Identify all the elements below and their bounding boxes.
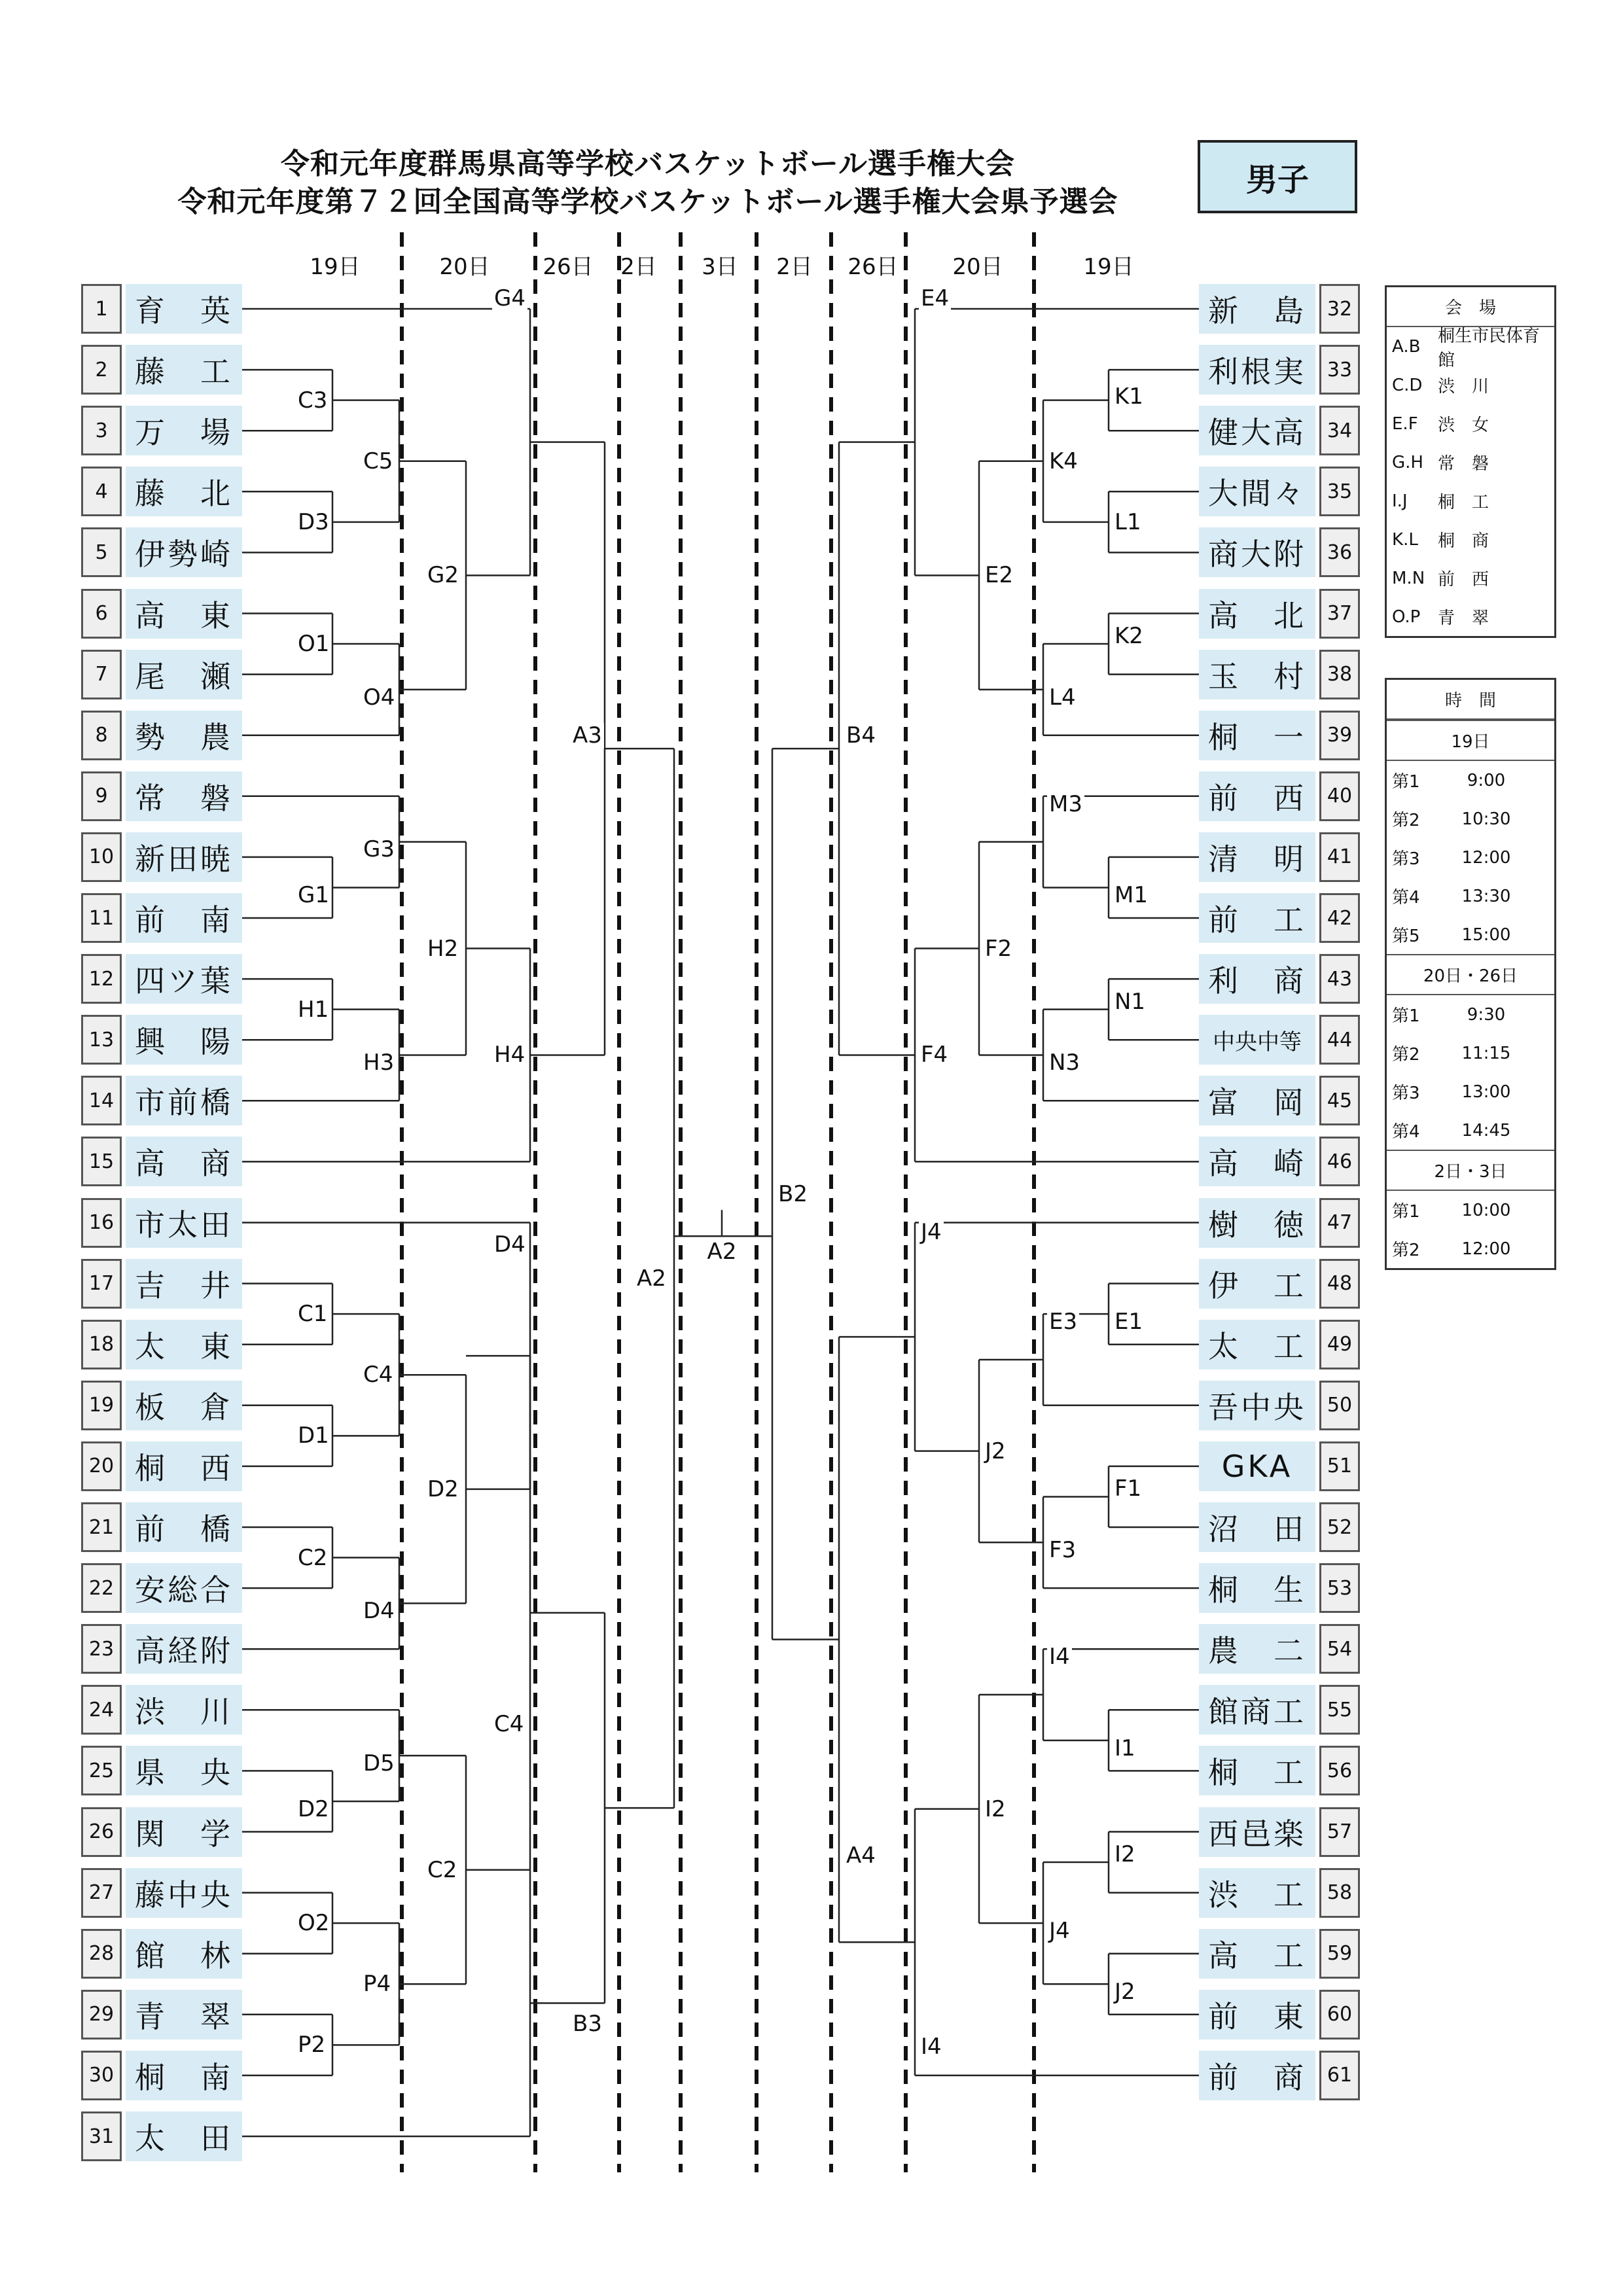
day-header: 19日 bbox=[1083, 254, 1134, 280]
team-number: 2 bbox=[81, 345, 122, 395]
match-label: L4 bbox=[1047, 685, 1078, 710]
venue-court: I.J bbox=[1392, 491, 1408, 511]
team-name: 沼 田 bbox=[1199, 1502, 1315, 1552]
schedule-row bbox=[1387, 995, 1554, 1034]
team-number: 23 bbox=[81, 1624, 122, 1674]
venue-header: 会 場 bbox=[1387, 287, 1554, 327]
match-label: O1 bbox=[296, 631, 331, 656]
match-label: L1 bbox=[1113, 510, 1143, 535]
match-label: E4 bbox=[919, 286, 951, 311]
team-number: 45 bbox=[1319, 1076, 1360, 1125]
match-label: A3 bbox=[571, 723, 604, 748]
team-number: 25 bbox=[81, 1746, 122, 1795]
team-name: 富 岡 bbox=[1199, 1076, 1315, 1125]
match-label: D2 bbox=[296, 1797, 331, 1822]
venue-row bbox=[1387, 404, 1554, 443]
venue-row bbox=[1387, 597, 1554, 636]
team-number: 19 bbox=[81, 1381, 122, 1430]
schedule-time: 12:00 bbox=[1461, 847, 1511, 868]
match-label: H4 bbox=[492, 1042, 527, 1067]
team-name: 板 倉 bbox=[126, 1381, 242, 1430]
match-label: N3 bbox=[1047, 1050, 1082, 1075]
team-name: 前 工 bbox=[1199, 893, 1315, 943]
match-label: C2 bbox=[296, 1545, 329, 1570]
venue-court: A.B bbox=[1392, 336, 1421, 357]
match-label: A4 bbox=[844, 1843, 878, 1868]
team-name: 高 工 bbox=[1199, 1929, 1315, 1979]
team-number: 4 bbox=[81, 467, 122, 516]
team-number: 51 bbox=[1319, 1441, 1360, 1491]
team-name: 伊 工 bbox=[1199, 1259, 1315, 1309]
team-number: 6 bbox=[81, 589, 122, 639]
venue-name: 桐 商 bbox=[1438, 531, 1489, 551]
venue-court: E.F bbox=[1392, 414, 1418, 434]
team-number: 58 bbox=[1319, 1868, 1360, 1918]
match-label: C5 bbox=[361, 449, 395, 474]
venue-name: 桐 工 bbox=[1438, 493, 1489, 512]
team-number: 11 bbox=[81, 893, 122, 943]
match-label: O4 bbox=[361, 685, 397, 710]
schedule-row bbox=[1387, 915, 1554, 954]
match-label: F4 bbox=[919, 1042, 950, 1067]
team-name: 青 翠 bbox=[126, 1990, 242, 2040]
team-number: 29 bbox=[81, 1990, 122, 2040]
match-label: H1 bbox=[296, 997, 330, 1022]
team-name: 商大附 bbox=[1199, 527, 1315, 577]
team-name: 桐 生 bbox=[1199, 1563, 1315, 1613]
team-name: 農 二 bbox=[1199, 1624, 1315, 1674]
team-number: 32 bbox=[1319, 284, 1360, 334]
team-number: 36 bbox=[1319, 527, 1360, 577]
team-name: 利 商 bbox=[1199, 954, 1315, 1004]
match-label: D5 bbox=[361, 1751, 397, 1776]
team-name: 藤 工 bbox=[126, 345, 242, 395]
team-name: 樹 徳 bbox=[1199, 1198, 1315, 1248]
team-number: 33 bbox=[1319, 345, 1360, 395]
team-name: 吉 井 bbox=[126, 1259, 242, 1309]
team-number: 47 bbox=[1319, 1198, 1360, 1248]
schedule-slot: 第5 bbox=[1392, 927, 1420, 946]
team-name: 太 田 bbox=[126, 2111, 242, 2161]
schedule-day: 20日・26日 bbox=[1387, 954, 1554, 995]
team-name: 藤中央 bbox=[126, 1868, 242, 1918]
venue-court: O.P bbox=[1392, 607, 1421, 627]
team-name: 関 学 bbox=[126, 1807, 242, 1857]
match-label: I4 bbox=[1047, 1644, 1072, 1669]
schedule-time: 10:30 bbox=[1461, 809, 1511, 829]
team-name: 渋 川 bbox=[126, 1685, 242, 1735]
team-name: 高 商 bbox=[126, 1137, 242, 1186]
team-name: 市太田 bbox=[126, 1198, 242, 1248]
schedule-row bbox=[1387, 838, 1554, 877]
team-name: 前 商 bbox=[1199, 2051, 1315, 2100]
team-number: 41 bbox=[1319, 832, 1360, 882]
venue-table bbox=[1385, 285, 1556, 638]
team-number: 14 bbox=[81, 1076, 122, 1125]
team-number: 35 bbox=[1319, 467, 1360, 516]
team-number: 53 bbox=[1319, 1563, 1360, 1613]
venue-name: 前 西 bbox=[1438, 570, 1489, 590]
team-number: 22 bbox=[81, 1563, 122, 1613]
team-name: 常 磐 bbox=[126, 771, 242, 821]
team-name: 高 崎 bbox=[1199, 1137, 1315, 1186]
schedule-slot: 第2 bbox=[1392, 1241, 1420, 1260]
match-label: O2 bbox=[296, 1911, 331, 1935]
team-name: 館 林 bbox=[126, 1929, 242, 1979]
team-name: GKA bbox=[1199, 1441, 1315, 1491]
team-number: 1 bbox=[81, 284, 122, 334]
schedule-row bbox=[1387, 1034, 1554, 1072]
venue-court: C.D bbox=[1392, 375, 1423, 395]
schedule-slot: 第3 bbox=[1392, 1084, 1420, 1103]
team-number: 10 bbox=[81, 832, 122, 882]
team-number: 56 bbox=[1319, 1746, 1360, 1795]
team-number: 3 bbox=[81, 406, 122, 455]
team-number: 31 bbox=[81, 2111, 122, 2161]
team-number: 43 bbox=[1319, 954, 1360, 1004]
venue-row bbox=[1387, 559, 1554, 597]
match-label: D4 bbox=[361, 1598, 397, 1623]
match-label: D3 bbox=[296, 510, 331, 535]
schedule-time: 10:00 bbox=[1461, 1200, 1511, 1220]
team-name: 新 島 bbox=[1199, 284, 1315, 334]
match-label: B2 bbox=[776, 1182, 810, 1207]
match-label: J4 bbox=[1047, 1918, 1072, 1943]
match-label: C4 bbox=[361, 1362, 395, 1387]
match-label: P4 bbox=[361, 1971, 393, 1996]
match-label: K1 bbox=[1113, 384, 1145, 409]
schedule-row bbox=[1387, 1072, 1554, 1111]
team-number: 40 bbox=[1319, 771, 1360, 821]
team-name: 前 西 bbox=[1199, 771, 1315, 821]
venue-name: 渋 女 bbox=[1438, 415, 1489, 435]
schedule-header: 時 間 bbox=[1387, 680, 1554, 720]
match-label: E3 bbox=[1047, 1309, 1079, 1334]
schedule-day: 2日・3日 bbox=[1387, 1150, 1554, 1191]
team-number: 30 bbox=[81, 2051, 122, 2100]
match-label: C4 bbox=[492, 1712, 526, 1737]
day-header: 3日 bbox=[702, 254, 738, 280]
team-name: 新田暁 bbox=[126, 832, 242, 882]
team-name: 万 場 bbox=[126, 406, 242, 455]
schedule-time: 13:00 bbox=[1461, 1082, 1511, 1102]
schedule-slot: 第4 bbox=[1392, 1122, 1420, 1142]
schedule-row bbox=[1387, 877, 1554, 915]
match-label: B4 bbox=[844, 723, 878, 748]
team-number: 21 bbox=[81, 1502, 122, 1552]
venue-court: K.L bbox=[1392, 529, 1418, 550]
match-label: C1 bbox=[296, 1301, 329, 1326]
match-label: C3 bbox=[296, 388, 329, 413]
team-number: 16 bbox=[81, 1198, 122, 1248]
team-number: 54 bbox=[1319, 1624, 1360, 1674]
venue-row bbox=[1387, 443, 1554, 482]
team-name: 中央中等 bbox=[1199, 1015, 1315, 1065]
match-label: H3 bbox=[361, 1050, 396, 1075]
team-number: 52 bbox=[1319, 1502, 1360, 1552]
schedule-day: 19日 bbox=[1387, 720, 1554, 761]
schedule-slot: 第1 bbox=[1392, 1202, 1420, 1222]
team-number: 8 bbox=[81, 711, 122, 760]
team-number: 13 bbox=[81, 1015, 122, 1065]
day-header: 2日 bbox=[776, 254, 813, 280]
team-number: 28 bbox=[81, 1929, 122, 1979]
team-name: 玉 村 bbox=[1199, 650, 1315, 699]
team-number: 59 bbox=[1319, 1929, 1360, 1979]
team-number: 46 bbox=[1319, 1137, 1360, 1186]
team-name: 前 南 bbox=[126, 893, 242, 943]
team-name: 渋 工 bbox=[1199, 1868, 1315, 1918]
day-header: 2日 bbox=[620, 254, 657, 280]
team-name: 清 明 bbox=[1199, 832, 1315, 882]
team-name: 利根実 bbox=[1199, 345, 1315, 395]
team-name: 西邑楽 bbox=[1199, 1807, 1315, 1857]
match-label: K2 bbox=[1113, 624, 1145, 648]
day-header: 20日 bbox=[439, 254, 490, 280]
team-number: 44 bbox=[1319, 1015, 1360, 1065]
schedule-row bbox=[1387, 800, 1554, 838]
match-label: C2 bbox=[425, 1858, 459, 1882]
schedule-slot: 第2 bbox=[1392, 811, 1420, 830]
match-label: F3 bbox=[1047, 1538, 1078, 1563]
venue-name: 常 磐 bbox=[1438, 454, 1489, 474]
match-label: M1 bbox=[1113, 883, 1150, 908]
team-name: 前 橋 bbox=[126, 1502, 242, 1552]
team-name: 尾 瀬 bbox=[126, 650, 242, 699]
team-number: 39 bbox=[1319, 711, 1360, 760]
schedule-row bbox=[1387, 1191, 1554, 1229]
match-label: J4 bbox=[919, 1220, 944, 1245]
day-header: 19日 bbox=[310, 254, 361, 280]
team-name: 桐 西 bbox=[126, 1441, 242, 1491]
team-name: 市前橋 bbox=[126, 1076, 242, 1125]
match-label: E2 bbox=[983, 563, 1015, 588]
team-number: 12 bbox=[81, 954, 122, 1004]
team-number: 34 bbox=[1319, 406, 1360, 455]
schedule-table bbox=[1385, 678, 1556, 1270]
venue-row bbox=[1387, 326, 1554, 370]
team-number: 7 bbox=[81, 650, 122, 699]
team-number: 27 bbox=[81, 1868, 122, 1918]
schedule-time: 9:30 bbox=[1467, 1004, 1506, 1025]
team-number: 24 bbox=[81, 1685, 122, 1735]
team-name: 高 北 bbox=[1199, 589, 1315, 639]
venue-row bbox=[1387, 366, 1554, 404]
team-name: 桐 一 bbox=[1199, 711, 1315, 760]
match-label: M3 bbox=[1047, 792, 1084, 817]
team-name: 高経附 bbox=[126, 1624, 242, 1674]
match-label: G3 bbox=[361, 837, 397, 862]
team-name: 桐 南 bbox=[126, 2051, 242, 2100]
match-label: P2 bbox=[296, 2032, 327, 2057]
gender-badge: 男子 bbox=[1198, 140, 1357, 213]
match-label: I4 bbox=[919, 2034, 944, 2059]
schedule-time: 9:00 bbox=[1467, 770, 1506, 790]
schedule-row bbox=[1387, 761, 1554, 800]
schedule-slot: 第4 bbox=[1392, 888, 1420, 908]
team-name: 吾中央 bbox=[1199, 1381, 1315, 1430]
team-number: 48 bbox=[1319, 1259, 1360, 1309]
match-label: H2 bbox=[425, 936, 460, 961]
day-header: 20日 bbox=[952, 254, 1003, 280]
schedule-time: 13:30 bbox=[1461, 886, 1511, 906]
team-name: 大間々 bbox=[1199, 467, 1315, 516]
schedule-time: 11:15 bbox=[1461, 1043, 1511, 1063]
team-name: 安総合 bbox=[126, 1563, 242, 1613]
match-label: F2 bbox=[983, 936, 1014, 961]
match-label: G1 bbox=[296, 883, 331, 908]
team-name: 四ツ葉 bbox=[126, 954, 242, 1004]
match-label: I2 bbox=[983, 1797, 1008, 1822]
team-name: 育 英 bbox=[126, 284, 242, 334]
venue-name: 渋 川 bbox=[1438, 377, 1489, 397]
schedule-row bbox=[1387, 1111, 1554, 1150]
schedule-slot: 第1 bbox=[1392, 1006, 1420, 1026]
schedule-slot: 第3 bbox=[1392, 849, 1420, 869]
team-name: 太 東 bbox=[126, 1320, 242, 1369]
team-name: 館商工 bbox=[1199, 1685, 1315, 1735]
team-name: 勢 農 bbox=[126, 711, 242, 760]
title-line-2: 令和元年度第７２回全国高等学校バスケットボール選手権大会県予選会 bbox=[177, 185, 1118, 219]
match-label: G2 bbox=[425, 563, 461, 588]
team-number: 18 bbox=[81, 1320, 122, 1369]
match-label: D1 bbox=[296, 1423, 331, 1448]
venue-court: G.H bbox=[1392, 452, 1423, 472]
match-label: E1 bbox=[1113, 1309, 1145, 1334]
team-number: 38 bbox=[1319, 650, 1360, 699]
match-label: J2 bbox=[1113, 1979, 1137, 2004]
match-label: J2 bbox=[983, 1439, 1008, 1464]
team-number: 49 bbox=[1319, 1320, 1360, 1369]
team-number: 17 bbox=[81, 1259, 122, 1309]
day-header: 26日 bbox=[847, 254, 899, 280]
schedule-time: 14:45 bbox=[1461, 1120, 1511, 1140]
schedule-row bbox=[1387, 1229, 1554, 1268]
team-name: 太 工 bbox=[1199, 1320, 1315, 1369]
title-line-1: 令和元年度群馬県高等学校バスケットボール選手権大会 bbox=[281, 147, 1015, 181]
team-number: 9 bbox=[81, 771, 122, 821]
team-name: 健大高 bbox=[1199, 406, 1315, 455]
team-number: 20 bbox=[81, 1441, 122, 1491]
venue-court: M.N bbox=[1392, 568, 1425, 588]
match-label: G4 bbox=[492, 286, 527, 311]
team-number: 5 bbox=[81, 527, 122, 577]
match-label: K4 bbox=[1047, 449, 1080, 474]
team-name: 高 東 bbox=[126, 589, 242, 639]
match-label: D2 bbox=[425, 1477, 461, 1502]
match-label: N1 bbox=[1113, 989, 1147, 1014]
team-name: 桐 工 bbox=[1199, 1746, 1315, 1795]
team-number: 15 bbox=[81, 1137, 122, 1186]
match-label: A2 bbox=[635, 1266, 668, 1291]
team-number: 50 bbox=[1319, 1381, 1360, 1430]
team-name: 前 東 bbox=[1199, 1990, 1315, 2040]
team-name: 県 央 bbox=[126, 1746, 242, 1795]
venue-name: 桐生市民体育館 bbox=[1438, 326, 1541, 370]
team-name: 伊勢崎 bbox=[126, 527, 242, 577]
match-label: D4 bbox=[492, 1232, 527, 1257]
match-label: F1 bbox=[1113, 1476, 1143, 1501]
schedule-slot: 第1 bbox=[1392, 772, 1420, 792]
team-number: 55 bbox=[1319, 1685, 1360, 1735]
match-label: B3 bbox=[571, 2011, 604, 2036]
team-number: 37 bbox=[1319, 589, 1360, 639]
match-label: I2 bbox=[1113, 1842, 1137, 1867]
day-header: 26日 bbox=[543, 254, 594, 280]
team-number: 42 bbox=[1319, 893, 1360, 943]
schedule-time: 12:00 bbox=[1461, 1239, 1511, 1259]
schedule-slot: 第2 bbox=[1392, 1045, 1420, 1065]
team-number: 57 bbox=[1319, 1807, 1360, 1857]
team-number: 61 bbox=[1319, 2051, 1360, 2100]
schedule-time: 15:00 bbox=[1461, 925, 1511, 945]
venue-row bbox=[1387, 520, 1554, 559]
team-number: 26 bbox=[81, 1807, 122, 1857]
venue-name: 青 翠 bbox=[1438, 609, 1489, 628]
team-number: 60 bbox=[1319, 1990, 1360, 2040]
venue-row bbox=[1387, 482, 1554, 520]
team-name: 興 陽 bbox=[126, 1015, 242, 1065]
match-label: A2 bbox=[705, 1239, 739, 1264]
team-name: 藤 北 bbox=[126, 467, 242, 516]
match-label: I1 bbox=[1113, 1736, 1137, 1761]
